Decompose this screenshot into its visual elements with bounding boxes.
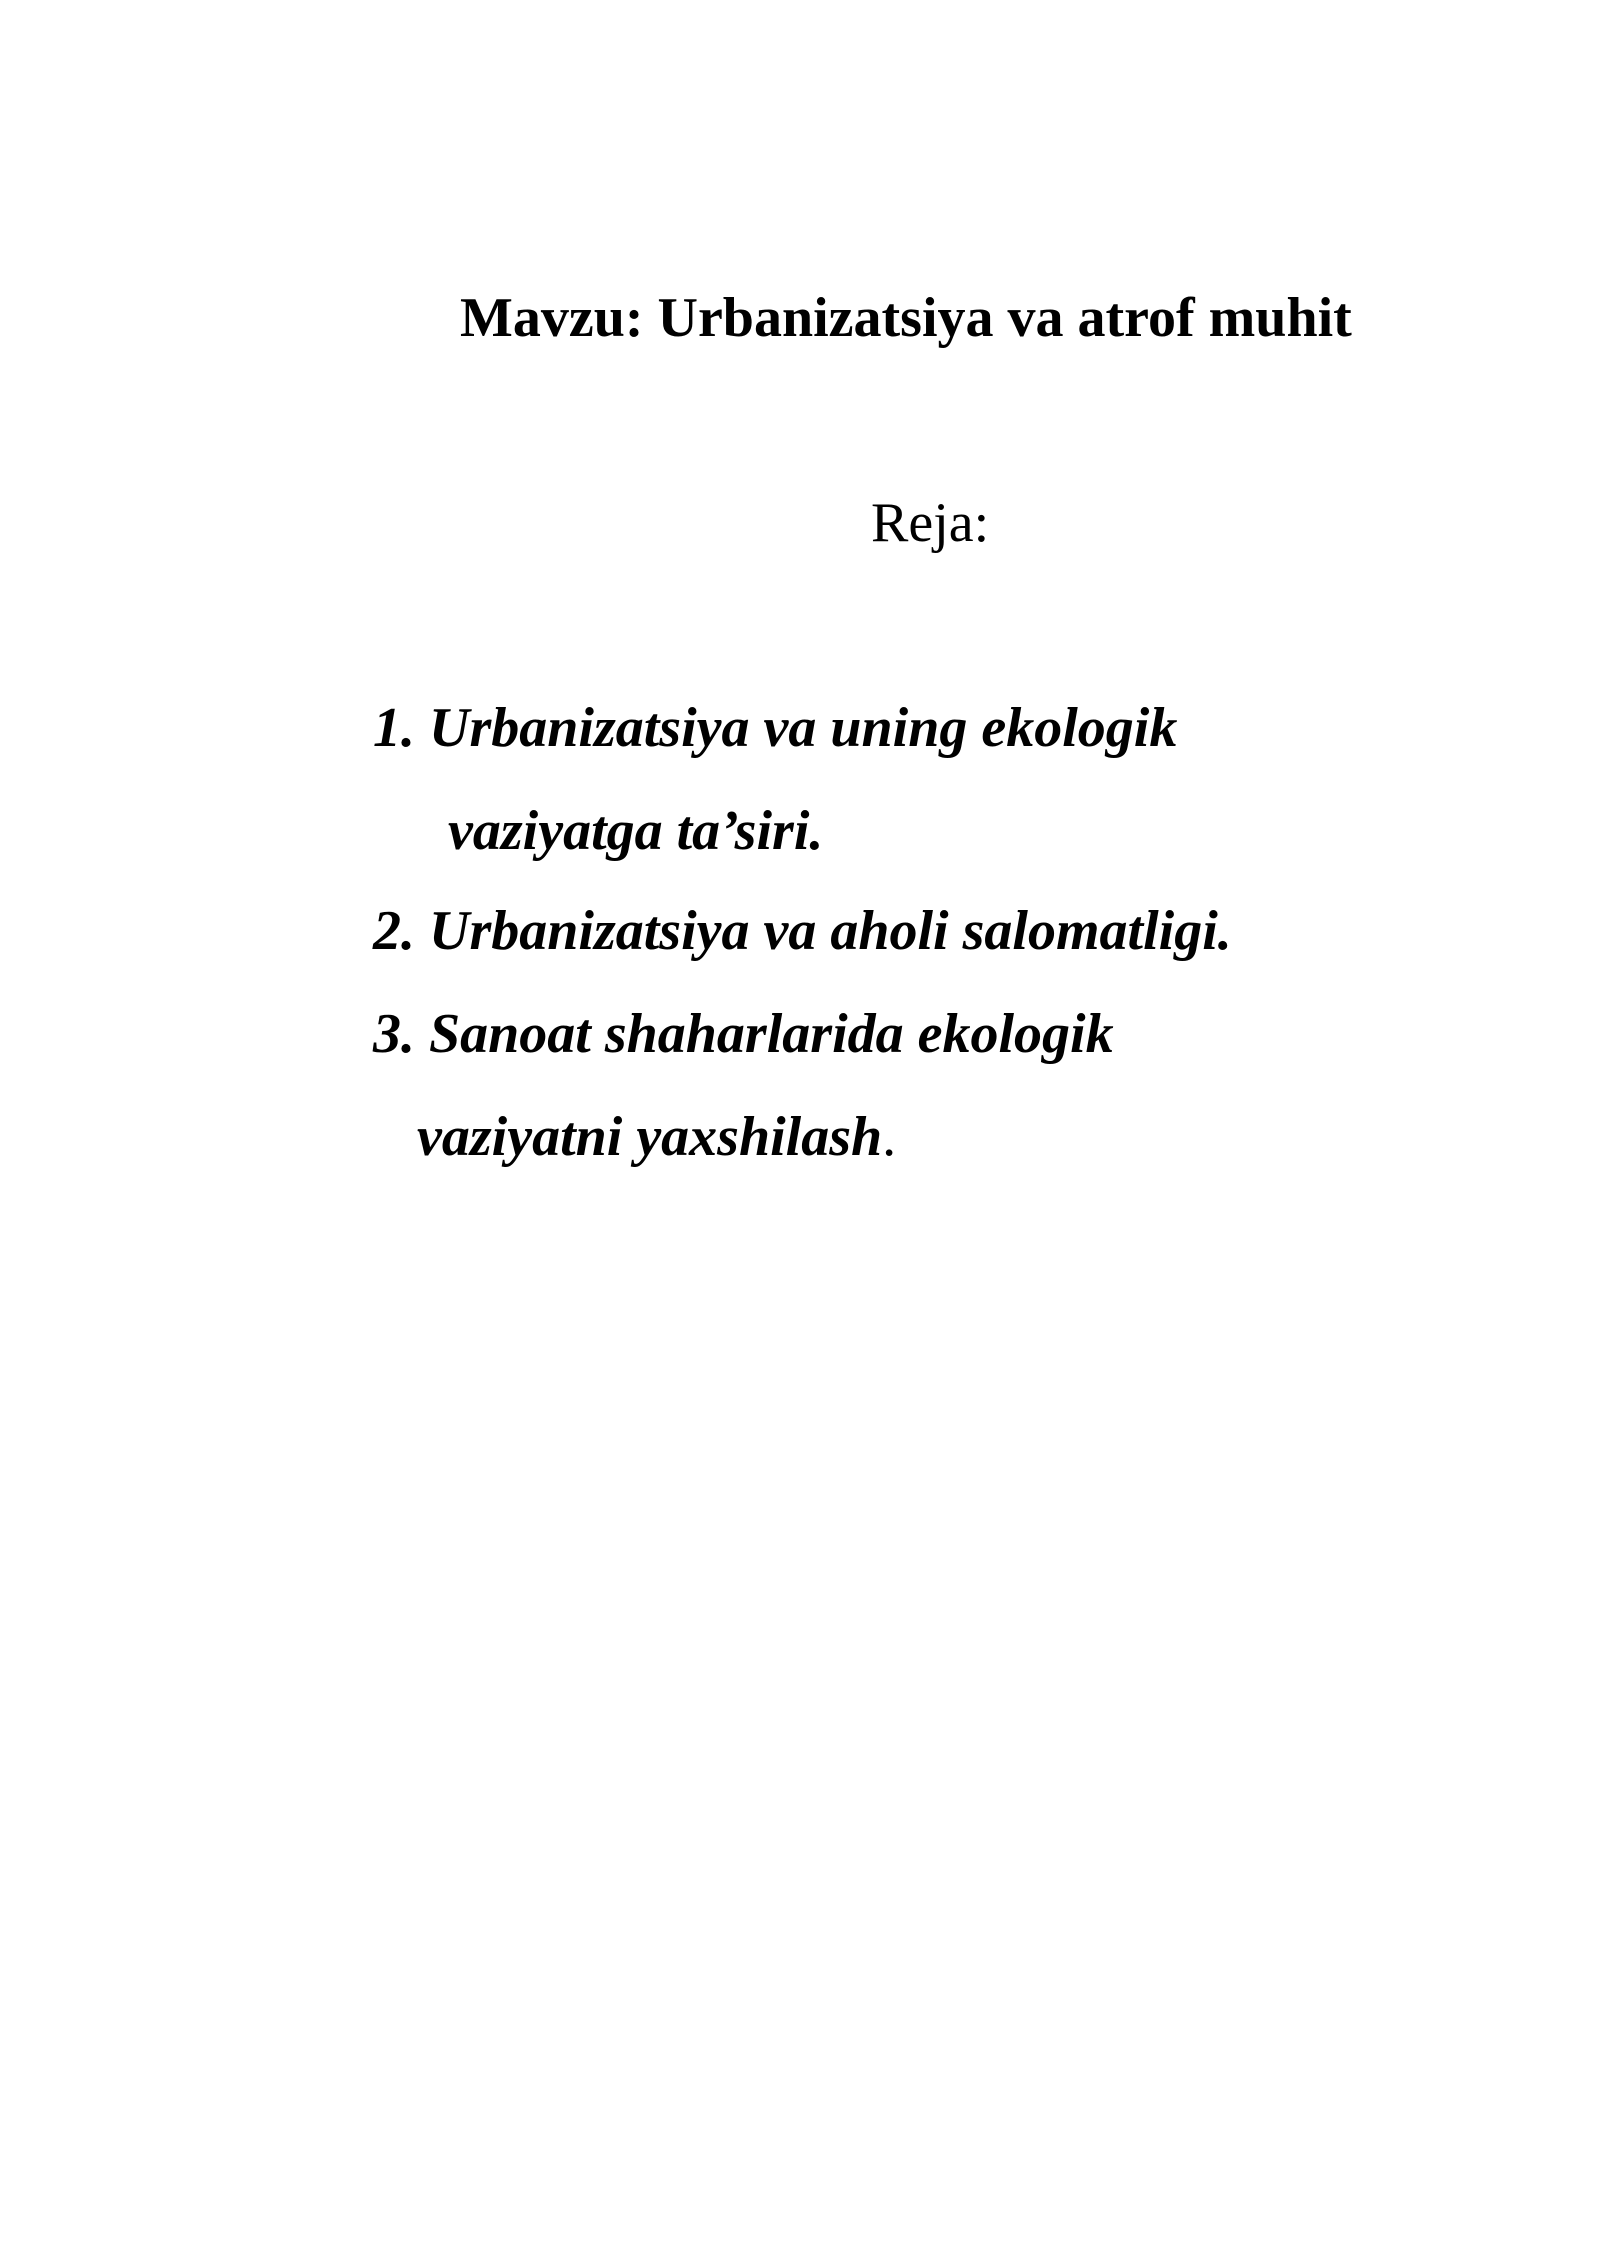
plan-item-3-line-2 bbox=[417, 1101, 896, 1173]
plan-item-3-line-2-period: . bbox=[882, 1106, 897, 1168]
plan-item-3-line-1: 3. Sanoat shaharlarida ekologik bbox=[373, 1003, 1114, 1065]
plan-item-3-line-2-text: vaziyatni yaxshilash bbox=[417, 1106, 883, 1168]
plan-heading: Reja: bbox=[871, 492, 990, 554]
plan-item-1-line-1: 1. Urbanizatsiya va uning ekologik bbox=[373, 697, 1178, 759]
plan-item-2-line-1: 2. Urbanizatsiya va aholi salomatligi. bbox=[373, 900, 1232, 962]
document-title: Mavzu: Urbanizatsiya va atrof muhit bbox=[460, 287, 1352, 349]
plan-item-1-line-2: vaziyatga ta’siri. bbox=[448, 800, 824, 862]
